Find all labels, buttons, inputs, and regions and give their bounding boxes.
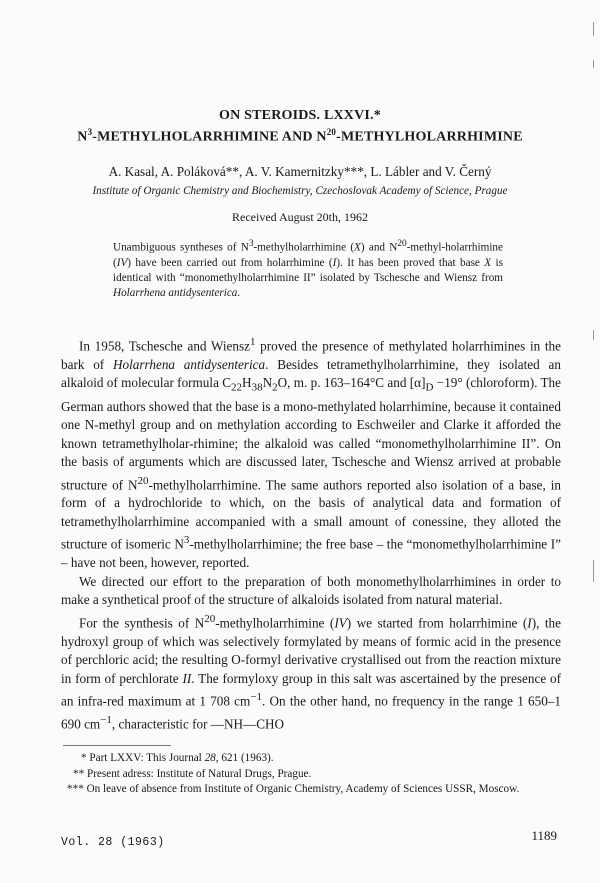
- author-list: A. Kasal, A. Poláková**, A. V. Kamernitzky***, L. Lábler and V. Černý: [108, 164, 492, 179]
- footnote-1: * Part LXXV: This Journal 28, 621 (1963).: [81, 752, 274, 764]
- scan-edge-mark: [593, 60, 594, 68]
- scan-edge-mark: [593, 330, 594, 340]
- abstract: Unambiguous syntheses of $N^3$-methylholarrhimine (X) and $N^{20}-methyl$-holarrhimine (IV) have been carried out from holarrhimine (I). It has been proved that base X is identical with “monomethylholarrhimine II” isolated by Tschesche and Wiensz from Holarrhena antidysenterica.: [113, 239, 504, 300]
- body-text: [61, 333, 561, 734]
- footnote-3: *** On leave of absence from Institute of Organic Chemistry, Academy of Sciences USSR, Moscow.: [67, 783, 520, 795]
- paper-title-line-2: $N^3$-METHYLHOLARRHIMINE AND $N^{20}$-METHYLHOLARRHIMINE: [77, 127, 523, 145]
- footnote-2: ** Present adress: Institute of Natural Drugs, Prague.: [73, 767, 312, 780]
- institution: Institute of Organic Chemistry and Biochemistry, Czechoslovak Academy of Science, Prague: [92, 185, 508, 197]
- volume-info: Vol. 28 (1963): [61, 836, 165, 849]
- paragraph-2: We directed our effort to the preparation of both monomethylholarrhimines in order to make a synthetical proof of the structure of alkaloids isolated from natural material.: [61, 573, 561, 608]
- paper-title-line-1: ON STEROIDS. LXXVI.*: [219, 108, 381, 123]
- footnotes: [61, 751, 561, 798]
- paragraph-1: In 1958, Tschesche and Wiensz$^1$ proved the presence of methylated holarrhimines in the bark of Holarrhena antidysenterica. Besides tetramethylholarrhimine, they isolated an alkaloid of molecular formula $C_{22}H_{38}N_2O$, m. p. 163–164°C and $[\alpha]_D -19^\circ$ (chloroform). The German authors showed that the base is a mono-methylated holarrhimine, because it contained one N-methyl group and on methylation according to Eschweiler and Clarke it afforded the known tetramethylholar-rhimine; the alkaloid was called “monomethylholarrhimine II”. On the basis of arguments which are discussed later, Tschesche and Wiensz arrived at probable structure of $N^{20}$-methylholarrhimine. The same authors reported also isolation of a base, in form of a hydrochloride to which, on the basis of analytical data and formation of tetramethylholarrhimine accompanied with a small amount of conessine, they alloted the structure of isomeric $N^3$-methylholarrhimine; the free base – the “monomethylholarrhimine I” – have not been, however, reported.: [61, 336, 562, 571]
- scan-edge-mark: [593, 560, 594, 582]
- paragraph-3: For the synthesis of $N^{20}$-methylholarrhimine (IV) we started from holarrhimine (I), the hydroxyl group of which was selectively formylated by means of formic acid in the presence of perchloric acid; the resulting O-formyl derivative crystallised out from the reaction mixture in form of perchlorate II. The formyloxy group in this salt was ascertained by the presence of an infra-red maximum at 1 708 $cm^{-1}$. On the other hand, no frequency in the range 1 650–1 690 $cm^{-1}$, characteristic for —NH—CHO: [61, 612, 561, 732]
- scan-edge-mark: [593, 22, 594, 36]
- footnote-divider: [63, 745, 171, 746]
- received-date: Received August 20th, 1962: [232, 210, 368, 224]
- page-number: 1189: [531, 828, 557, 843]
